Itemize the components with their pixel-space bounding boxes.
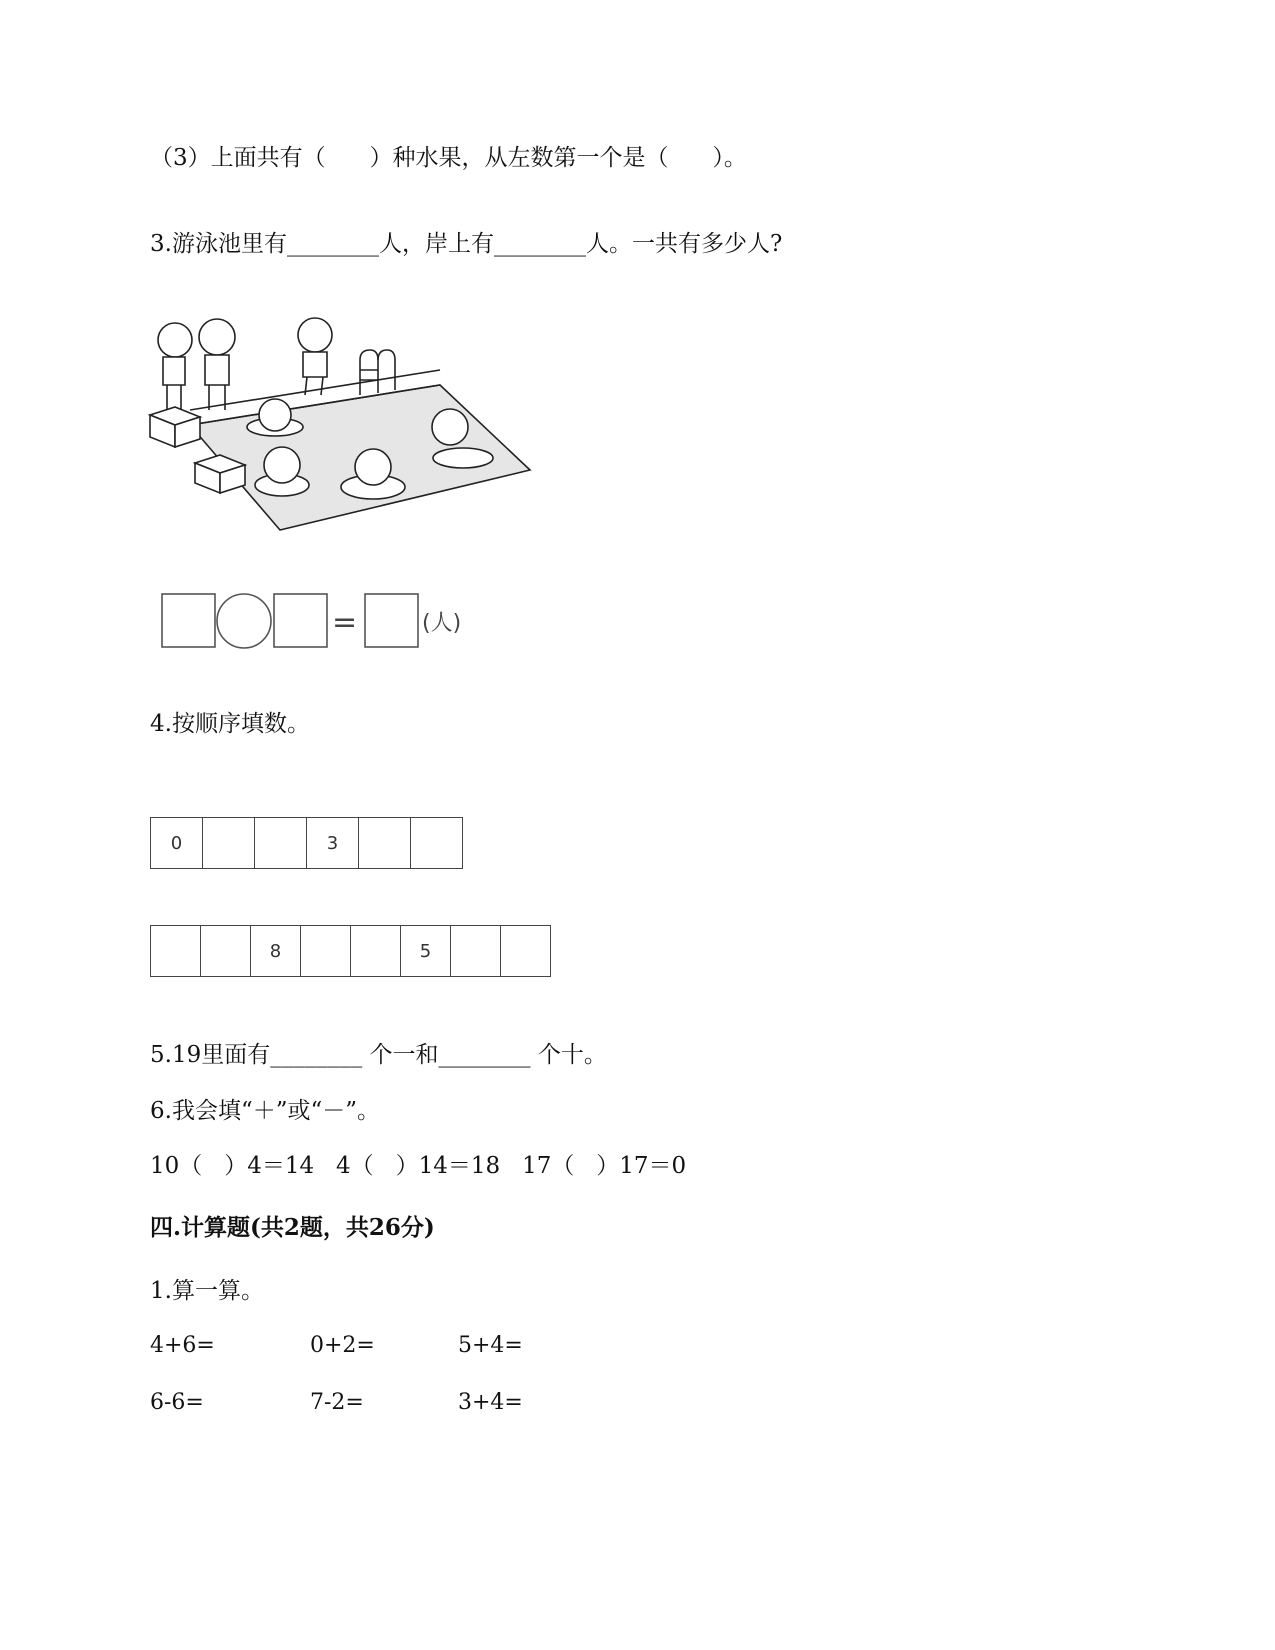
question-4: 4.按顺序填数。: [150, 711, 310, 737]
question-2-3: （3）上面共有（ ）种水果，从左数第一个是（ ）。: [150, 145, 747, 171]
sequence-cell[interactable]: [151, 926, 201, 977]
sequence-row-2: [150, 925, 551, 977]
question-5: 5.19里面有________ 个一和________ 个十。: [150, 1042, 607, 1068]
sequence-row-1: [150, 817, 463, 869]
equation-boxes: [160, 592, 500, 652]
operator-circle: [217, 594, 271, 648]
answer-box-3: [365, 594, 418, 647]
calc-title: 1.算一算。: [150, 1278, 264, 1304]
sequence-cell[interactable]: 0: [151, 818, 203, 869]
sequence-cell[interactable]: 5: [401, 926, 451, 977]
answer-box-2: [274, 594, 327, 647]
calc-item: 5+4=: [458, 1333, 523, 1358]
sequence-cell[interactable]: [411, 818, 463, 869]
sequence-cell[interactable]: 3: [307, 818, 359, 869]
equals-sign: =: [332, 605, 358, 640]
sequence-cell[interactable]: [451, 926, 501, 977]
question-6-items: 10（ ）4＝14 4（ ）14＝18 17（ ）17＝0: [150, 1153, 687, 1179]
sequence-cell[interactable]: [301, 926, 351, 977]
sequence-cell[interactable]: [359, 818, 411, 869]
calc-item: 7-2=: [310, 1390, 364, 1415]
sequence-cell[interactable]: [255, 818, 307, 869]
calc-item: 3+4=: [458, 1390, 523, 1415]
calc-item: 0+2=: [310, 1333, 375, 1358]
sequence-cell[interactable]: [201, 926, 251, 977]
calc-item: 6-6=: [150, 1390, 204, 1415]
question-3: 3.游泳池里有________人，岸上有________人。一共有多少人?: [150, 231, 783, 257]
question-6: 6.我会填“＋”或“－”。: [150, 1098, 380, 1124]
sequence-cell[interactable]: 8: [251, 926, 301, 977]
sequence-cell[interactable]: [351, 926, 401, 977]
answer-box-1: [162, 594, 215, 647]
sequence-cell[interactable]: [203, 818, 255, 869]
calc-item: 4+6=: [150, 1333, 215, 1358]
swimming-pool-illustration: [145, 315, 545, 545]
section-4-title: 四.计算题(共2题，共26分): [150, 1214, 435, 1241]
unit-label: (人): [422, 611, 462, 636]
sequence-cell[interactable]: [501, 926, 551, 977]
